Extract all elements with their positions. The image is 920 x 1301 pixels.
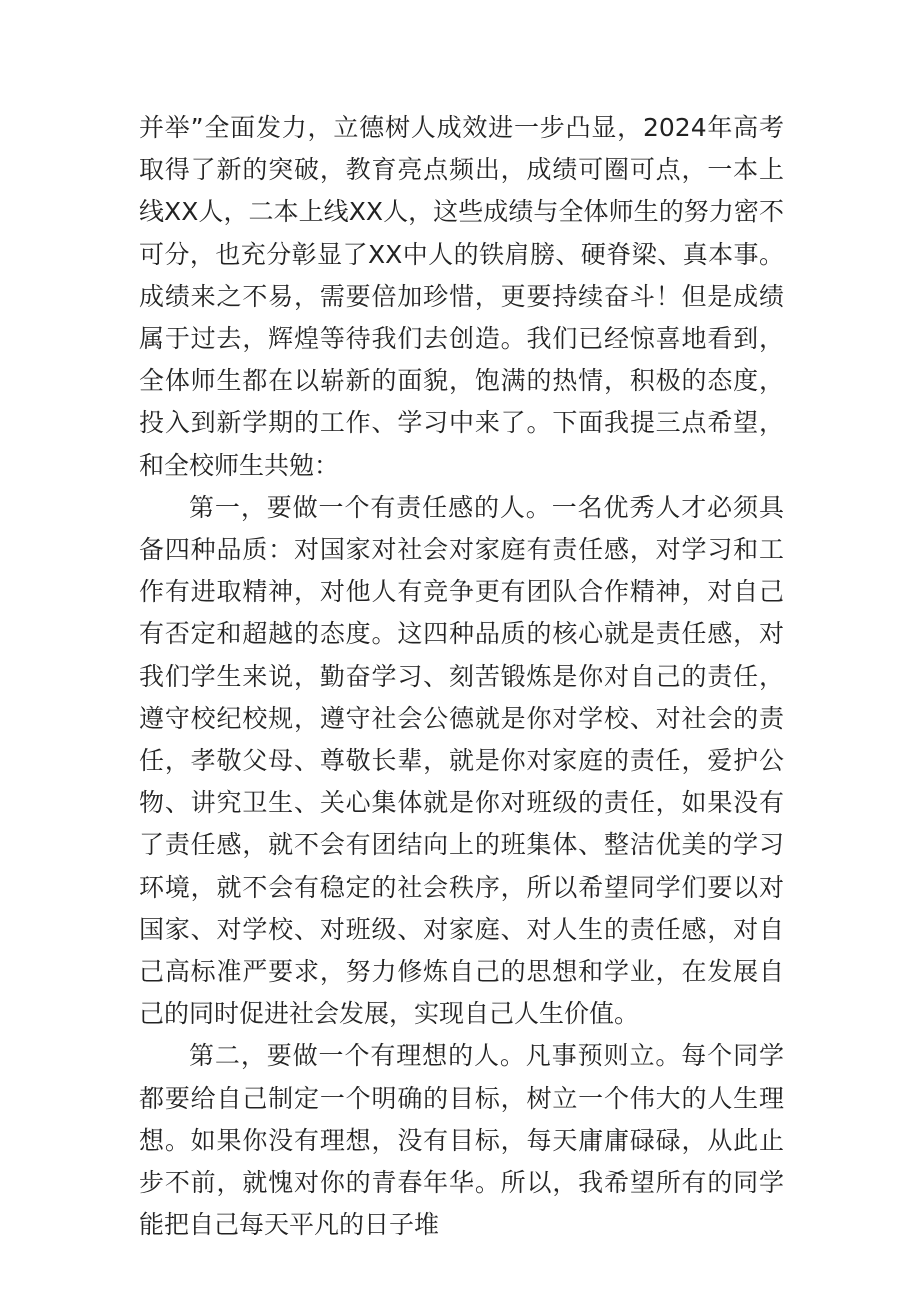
paragraph-first-point: 第一，要做一个有责任感的人。一名优秀人才必须具备四种品质：对国家对社会对家庭有责任感，对学习和工作有进取精神，对他人有竞争更有团队合作精神，对自己有否定和超越的态度。这四种品质的核心就是责任感，对我们学生来说，勤奋学习、刻苦锻炼是你对自己的责任，遵守校纪校规，遵守社会公德就是你对学校、对社会的责任，孝敬父母、尊敬长辈，就是你对家庭的责任，爱护公物、讲究卫生、关心集体就是你对班级的责任，如果没有了责任感，就不会有团结向上的班集体、整洁优美的学习环境，就不会有稳定的社会秩序，所以希望同学们要以对国家、对学校、对班级、对家庭、对人生的责任感，对自己高标准严要求，努力修炼自己的思想和学业，在发展自己的同时促进社会发展，实现自己人生价值。 [139,492,784,1029]
paragraph-intro: 并举”全面发力，立德树人成效进一步凸显，2024年高考取得了新的突破，教育亮点频出，成绩可圈可点，一本上线XX人，二本上线XX人，这些成绩与全体师生的努力密不可分，也充分彰显了XX中人的铁肩膀、硬脊梁、真本事。成绩来之不易，需要倍加珍惜，更要持续奋斗！但是成绩属于过去，辉煌等待我们去创造。我们已经惊喜地看到，全体师生都在以崭新的面貌，饱满的热情，积极的态度，投入到新学期的工作、学习中来了。下面我提三点希望，和全校师生共勉： [139,113,784,480]
paragraph-second-point: 第二，要做一个有理想的人。凡事预则立。每个同学都要给自己制定一个明确的目标，树立一个伟大的人生理想。如果你没有理想，没有目标，每天庸庸碌碌，从此止步不前，就愧对你的青春年华。所以，我希望所有的同学能把自己每天平凡的日子堆 [139,1041,784,1240]
body-text [139,107,784,1246]
